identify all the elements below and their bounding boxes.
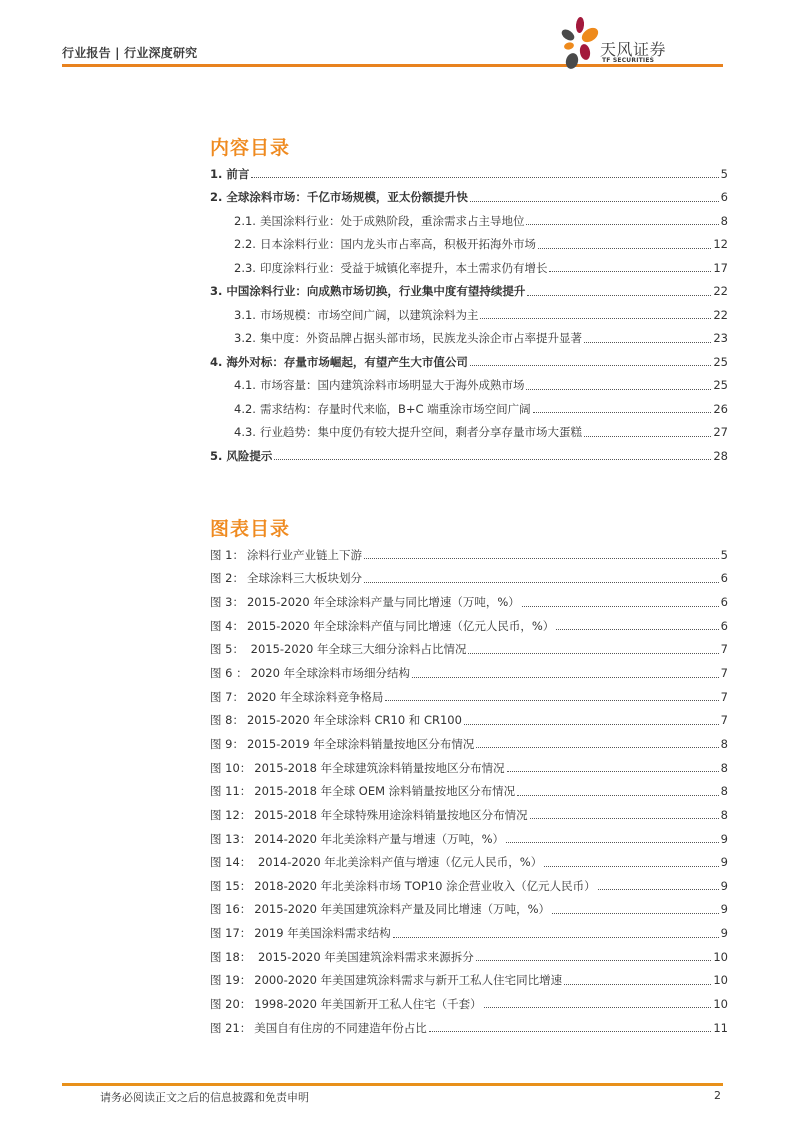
toc-item-number: 3.1. — [234, 307, 256, 322]
figure-page: 6 — [720, 595, 728, 610]
dot-leader — [564, 984, 711, 985]
dot-leader — [598, 889, 719, 890]
dot-leader — [549, 271, 711, 272]
figure-number: 图 21： — [210, 1020, 252, 1035]
figure-number: 图 12： — [210, 807, 252, 822]
figure-label: 2014-2020 年北美涂料产量与增速（万吨，%） — [254, 831, 505, 846]
figure-label: 2015-2020 年全球涂料 CR10 和 CR100 — [246, 713, 462, 728]
figure-page: 7 — [720, 713, 728, 728]
figure-item[interactable] — [210, 543, 728, 567]
figure-label: 2000-2020 年美国建筑涂料需求与新开工私人住宅同比增速 — [254, 973, 563, 988]
figure-item[interactable] — [210, 850, 728, 874]
dot-leader — [517, 795, 718, 796]
tf-securities-petal-logo-icon — [558, 16, 602, 72]
toc-item-number: 2.2. — [234, 237, 256, 252]
figure-item[interactable] — [210, 590, 728, 614]
toc-item-number: 5. — [210, 448, 223, 463]
figure-number: 图 11： — [210, 784, 252, 799]
figure-item[interactable] — [210, 732, 728, 756]
dot-leader — [526, 389, 711, 390]
dot-leader — [584, 436, 711, 437]
company-logo — [558, 16, 668, 72]
toc-title: 内容目录 — [210, 137, 291, 159]
toc-item-page: 25 — [713, 378, 728, 393]
toc-subitem[interactable] — [210, 233, 728, 257]
toc-item-page: 28 — [713, 448, 728, 463]
figure-label: 2020 年全球涂料竞争格局 — [246, 689, 384, 704]
dot-leader — [412, 677, 719, 678]
figure-number: 图 16： — [210, 902, 252, 917]
figure-label: 全球涂料三大板块划分 — [246, 571, 362, 586]
toc-item-label: 印度涂料行业：受益于城镇化率提升，本土需求仍有增长 — [259, 260, 548, 275]
figure-item[interactable] — [210, 921, 728, 945]
dot-leader — [538, 248, 711, 249]
figure-label: 2015-2018 年全球建筑涂料销量按地区分布情况 — [254, 760, 505, 775]
toc-item-label: 集中度：外资品牌占据头部市场，民族龙头涂企市占率提升显著 — [259, 331, 582, 346]
figure-item[interactable] — [210, 638, 728, 662]
figure-item[interactable] — [210, 874, 728, 898]
figure-item[interactable] — [210, 992, 728, 1016]
figure-number: 图 4： — [210, 618, 244, 633]
figure-label: 2014-2020 年北美涂料产值与增速（亿元人民币，%） — [254, 855, 543, 870]
figure-number: 图 20： — [210, 996, 252, 1011]
figure-number: 图 13： — [210, 831, 252, 846]
toc-item-label: 中国涂料行业：向成熟市场切换，行业集中度有望持续提升 — [226, 284, 526, 299]
figure-page: 8 — [720, 760, 728, 775]
figure-label: 2020 年全球涂料市场细分结构 — [250, 666, 411, 681]
figure-label: 2015-2018 年全球 OEM 涂料销量按地区分布情况 — [254, 784, 516, 799]
figure-item[interactable] — [210, 803, 728, 827]
toc-item-number: 3. — [210, 284, 223, 299]
list-of-figures — [210, 543, 728, 1039]
figure-page: 7 — [720, 666, 728, 681]
figure-number: 图 5： — [210, 642, 244, 657]
toc-subitem[interactable] — [210, 256, 728, 280]
figure-page: 10 — [713, 996, 728, 1011]
dot-leader — [526, 224, 718, 225]
dot-leader — [476, 960, 712, 961]
dot-leader — [530, 818, 719, 819]
figure-number: 图 1： — [210, 547, 244, 562]
toc-item-page: 27 — [713, 425, 728, 440]
toc-item-number: 4. — [210, 354, 223, 369]
figure-page: 5 — [720, 547, 728, 562]
figure-item[interactable] — [210, 567, 728, 591]
footer-disclaimer: 请务必阅读正文之后的信息披露和免责申明 — [100, 1091, 309, 1104]
toc-item[interactable] — [210, 162, 728, 186]
report-type-label: 行业报告 | 行业深度研究 — [62, 46, 198, 60]
page-number: 2 — [714, 1089, 721, 1102]
toc-item-page: 25 — [713, 354, 728, 369]
toc-item-number: 2. — [210, 190, 223, 205]
toc-item[interactable] — [210, 350, 728, 374]
figure-item[interactable] — [210, 945, 728, 969]
footer-divider — [62, 1083, 723, 1086]
toc-item-label: 前言 — [226, 166, 250, 181]
dot-leader — [464, 724, 719, 725]
logo-name-en: TF SECURITIES — [602, 57, 655, 64]
toc-item-number: 4.2. — [234, 401, 256, 416]
toc-item-number: 2.3. — [234, 260, 256, 275]
dot-leader — [468, 653, 718, 654]
toc-item-label: 市场容量：国内建筑涂料市场明显大于海外成熟市场 — [259, 378, 525, 393]
figure-page: 6 — [720, 571, 728, 586]
toc-item-page: 23 — [713, 331, 728, 346]
figure-item[interactable] — [210, 756, 728, 780]
dot-leader — [527, 295, 711, 296]
figure-item[interactable] — [210, 827, 728, 851]
figure-label: 2015-2018 年全球特殊用途涂料销量按地区分布情况 — [254, 807, 528, 822]
dot-leader — [470, 365, 711, 366]
figure-page: 7 — [720, 689, 728, 704]
dot-leader — [507, 771, 719, 772]
toc-item-label: 美国涂料行业：处于成熟阶段，重涂需求占主导地位 — [259, 213, 525, 228]
dot-leader — [393, 937, 719, 938]
toc-item-label: 全球涂料市场：千亿市场规模，亚太份额提升快 — [226, 190, 468, 205]
dot-leader — [274, 459, 711, 460]
toc-item-number: 4.1. — [234, 378, 256, 393]
figure-label: 2015-2020 年全球涂料产值与同比增速（亿元人民币，%） — [246, 618, 555, 633]
toc-subitem[interactable] — [210, 209, 728, 233]
toc-item-page: 6 — [720, 190, 728, 205]
figure-number: 图 9： — [210, 736, 244, 751]
toc-item[interactable] — [210, 186, 728, 210]
figure-page: 9 — [720, 831, 728, 846]
toc-item-page: 5 — [720, 166, 728, 181]
toc-item-number: 4.3. — [234, 425, 256, 440]
figure-item[interactable] — [210, 779, 728, 803]
figure-page: 9 — [720, 902, 728, 917]
figure-page: 11 — [713, 1020, 728, 1035]
toc-item-page: 17 — [713, 260, 728, 275]
toc-subitem[interactable] — [210, 397, 728, 421]
toc-item[interactable] — [210, 444, 728, 468]
dot-leader — [385, 700, 718, 701]
toc-item[interactable] — [210, 280, 728, 304]
figures-title: 图表目录 — [210, 518, 291, 540]
figure-label: 2018-2020 年北美涂料市场 TOP10 涂企营业收入（亿元人民币） — [254, 878, 596, 893]
figure-item[interactable] — [210, 969, 728, 993]
toc-item-label: 海外对标：存量市场崛起，有望产生大市值公司 — [226, 354, 468, 369]
dot-leader — [584, 342, 711, 343]
figure-label: 涂料行业产业链上下游 — [246, 547, 362, 562]
dot-leader — [506, 842, 719, 843]
figure-item[interactable] — [210, 898, 728, 922]
figure-page: 8 — [720, 736, 728, 751]
toc-item-label: 行业趋势：集中度仍有较大提升空间，剩者分享存量市场大蛋糕 — [259, 425, 582, 440]
figure-page: 10 — [713, 949, 728, 964]
toc-item-number: 1. — [210, 166, 223, 181]
figure-page: 6 — [720, 618, 728, 633]
figure-item[interactable] — [210, 708, 728, 732]
figure-number: 图 18： — [210, 949, 252, 964]
figure-number: 图 6 ： — [210, 666, 248, 681]
dot-leader — [251, 177, 718, 178]
dot-leader — [429, 1031, 712, 1032]
dot-leader — [364, 582, 719, 583]
figure-page: 8 — [720, 807, 728, 822]
figure-number: 图 2： — [210, 571, 244, 586]
dot-leader — [364, 558, 719, 559]
figure-label: 美国自有住房的不同建造年份占比 — [254, 1020, 427, 1035]
dot-leader — [533, 412, 712, 413]
toc-item-label: 市场规模：市场空间广阔，以建筑涂料为主 — [259, 307, 479, 322]
figure-item[interactable] — [210, 685, 728, 709]
figure-number: 图 19： — [210, 973, 252, 988]
dot-leader — [476, 747, 718, 748]
figure-label: 2015-2020 年全球三大细分涂料占比情况 — [246, 642, 467, 657]
figure-label: 2015-2020 年全球涂料产量与同比增速（万吨，%） — [246, 595, 520, 610]
dot-leader — [552, 913, 719, 914]
toc-item-page: 8 — [720, 213, 728, 228]
figure-number: 图 8： — [210, 713, 244, 728]
dot-leader — [484, 1007, 712, 1008]
figure-number: 图 15： — [210, 878, 252, 893]
figure-number: 图 14： — [210, 855, 252, 870]
figure-page: 7 — [720, 642, 728, 657]
toc-item-label: 风险提示 — [226, 448, 273, 463]
figure-page: 9 — [720, 855, 728, 870]
toc-subitem[interactable] — [210, 374, 728, 398]
dot-leader — [522, 606, 719, 607]
figure-number: 图 3： — [210, 595, 244, 610]
dot-leader — [544, 866, 718, 867]
logo-name-cn: 天风证券 — [600, 40, 667, 59]
figure-page: 8 — [720, 784, 728, 799]
toc-item-page: 22 — [713, 284, 728, 299]
dot-leader — [556, 629, 718, 630]
figure-item[interactable] — [210, 661, 728, 685]
table-of-contents — [210, 162, 728, 468]
toc-item-page: 26 — [713, 401, 728, 416]
toc-item-label: 需求结构：存量时代来临，B+C 端重涂市场空间广阔 — [259, 401, 531, 416]
figure-item[interactable] — [210, 1016, 728, 1040]
figure-number: 图 7： — [210, 689, 244, 704]
dot-leader — [470, 201, 719, 202]
toc-item-label: 日本涂料行业：国内龙头市占率高，积极开拓海外市场 — [259, 237, 536, 252]
figure-label: 2019 年美国涂料需求结构 — [254, 926, 391, 941]
toc-item-page: 12 — [713, 237, 728, 252]
figure-number: 图 10： — [210, 760, 252, 775]
toc-subitem[interactable] — [210, 327, 728, 351]
figure-label: 2015-2020 年美国建筑涂料产量及同比增速（万吨，%） — [254, 902, 551, 917]
figure-label: 1998-2020 年美国新开工私人住宅（千套） — [254, 996, 482, 1011]
figure-page: 9 — [720, 878, 728, 893]
figure-page: 10 — [713, 973, 728, 988]
toc-item-page: 22 — [713, 307, 728, 322]
figure-label: 2015-2019 年全球涂料销量按地区分布情况 — [246, 736, 475, 751]
figure-item[interactable] — [210, 614, 728, 638]
dot-leader — [480, 318, 711, 319]
toc-subitem[interactable] — [210, 421, 728, 445]
toc-subitem[interactable] — [210, 303, 728, 327]
figure-number: 图 17： — [210, 926, 252, 941]
figure-page: 9 — [720, 926, 728, 941]
toc-item-number: 3.2. — [234, 331, 256, 346]
figure-label: 2015-2020 年美国建筑涂料需求来源拆分 — [254, 949, 474, 964]
toc-item-number: 2.1. — [234, 213, 256, 228]
